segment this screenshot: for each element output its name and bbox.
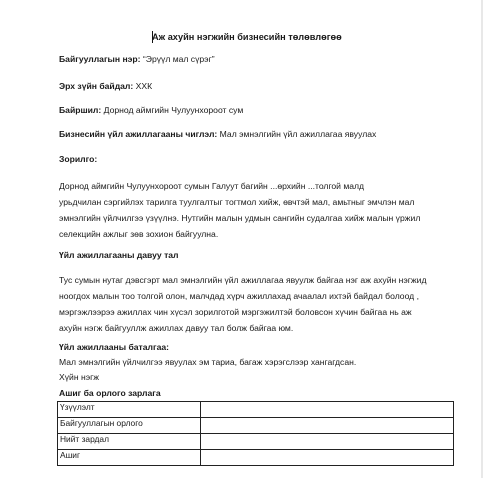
table-cell-value bbox=[201, 418, 454, 434]
location-line bbox=[59, 105, 243, 116]
ownership-value: ХХК bbox=[135, 81, 153, 91]
document-title: Аж ахуйн нэгжийн бизнесийн төлөвлөгөө bbox=[152, 32, 342, 42]
table-cell-value bbox=[201, 402, 454, 418]
guarantee-heading: Үйл ажиллааны баталгаа: bbox=[59, 342, 169, 352]
activity-label: Бизнесийн үйл ажиллагааны чиглэл: bbox=[59, 129, 218, 139]
activity-line bbox=[59, 129, 376, 140]
guarantee-line: Мал эмнэлгийн үйлчилгээ явуулах эм тариа, багаж хэрэгслээр хангагдсан. bbox=[59, 357, 357, 367]
table-cell-value bbox=[201, 450, 454, 466]
budget-table bbox=[57, 401, 454, 466]
table-row bbox=[58, 418, 454, 434]
goal-heading: Зорилго: bbox=[59, 154, 98, 164]
table-cell-value bbox=[201, 434, 454, 450]
goal-line: селекцийн ажлыг зөв зохион байгуулна. bbox=[59, 229, 219, 239]
goal-line: эмнэлгийн үйлчилгээ үзүүлнэ. Нутгийн малын удмын сангийн судалгаа хийж малын үржил bbox=[59, 213, 421, 223]
personnel-line: Хүйн нэгж bbox=[59, 372, 99, 382]
ownership-line bbox=[59, 81, 152, 92]
advantage-line: ахуйн нэгж байгууллж ажиллах давуу тал болж байгаа юм. bbox=[59, 323, 294, 333]
table-cell-label: Ашиг bbox=[58, 450, 201, 466]
table-cell-label: Байгууллагын орлого bbox=[58, 418, 201, 434]
table-row bbox=[58, 434, 454, 450]
org-name-line bbox=[59, 54, 215, 65]
org-name-value: “Эрүүл мал сүрэг” bbox=[142, 54, 215, 64]
goal-line: Дорнод аймгийн Чулуунхороот сумын Галуут багийн ...өрхийн ...толгой малд bbox=[59, 181, 365, 191]
advantage-line: ноогдох малын тоо толгой олон, малчдад хүрч ажиллахад ачаалал ихтэй байдал болоод , bbox=[59, 291, 419, 301]
activity-value: Мал эмнэлгийн үйл ажиллагаа явуулах bbox=[219, 129, 377, 139]
advantage-line: мэргэжлээрээ ажиллах чин хүсэл зорилготой мэргэжилтэй боловсон хүчин байгаа нь аж bbox=[59, 307, 412, 317]
table-row bbox=[58, 450, 454, 466]
advantage-heading: Үйл ажиллагааны давуу тал bbox=[59, 250, 179, 260]
table-row bbox=[58, 402, 454, 418]
table-cell-label: Нийт зардал bbox=[58, 434, 201, 450]
org-name-label: Байгууллагын нэр: bbox=[59, 54, 141, 64]
location-label: Байршил: bbox=[59, 105, 102, 115]
advantage-line: Тус сумын нутаг дэвсгэрт мал эмнэлгийн үйл ажиллагаа явуулж байгаа нэг аж ахуйн нэгжид bbox=[59, 275, 427, 285]
table-cell-label: Үзүүлэлт bbox=[58, 402, 201, 418]
budget-heading: Ашиг ба орлого зарлага bbox=[59, 388, 161, 398]
ownership-label: Эрх зүйн байдал: bbox=[59, 81, 134, 91]
goal-line: урьдчилан сэргийлэх тарилга туулгалтыг тогтмол хийж, өвчтэй мал, амьтныг эмчлэн мал bbox=[59, 197, 415, 207]
location-value: Дорнод аймгийн Чулуунхороот сум bbox=[103, 105, 244, 115]
